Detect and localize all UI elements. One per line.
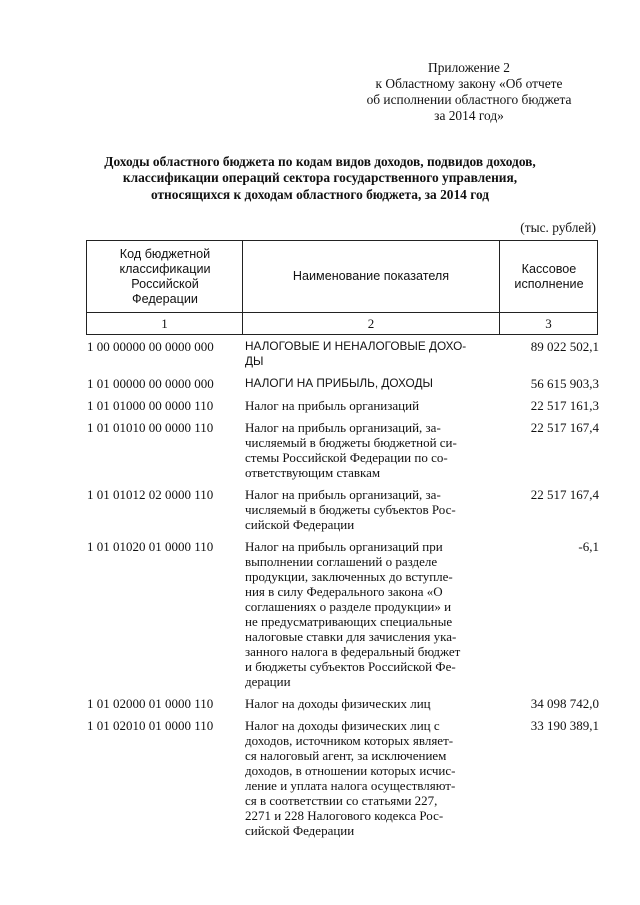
row-name: Налог на прибыль организаций, за- числяемый в бюджеты бюджетной си- стемы Российской Федерации по со- ответствующим ставкам	[245, 420, 457, 480]
table-row	[87, 376, 599, 391]
header-code: Код бюджетной классификации Российской Федерации	[119, 246, 211, 306]
row-name: Налог на прибыль организаций, за- числяемый в бюджеты субъектов Рос- сийской Федерации	[245, 487, 456, 532]
row-code: 1 01 01020 01 0000 110	[87, 539, 214, 554]
row-code: 1 01 01010 00 0000 110	[87, 420, 214, 435]
table-header	[86, 240, 598, 335]
appendix-line-1: Приложение 2	[428, 60, 510, 75]
row-code: 1 01 01000 00 0000 110	[87, 398, 214, 413]
row-name: НАЛОГИ НА ПРИБЫЛЬ, ДОХОДЫ	[245, 376, 433, 390]
row-value: 33 190 389,1	[530, 718, 599, 733]
row-code: 1 00 00000 00 0000 000	[87, 339, 214, 354]
row-name: Налог на прибыль организаций при выполнении соглашений о разделе продукции, заключенных до вступле- ния в силу Федерального закона «О соглашениях о разделе продукции» и не предусматривающих специальные налоговые ставки для зачисления ука- занного налога в федеральный бюджет и бюджеты субъектов Российской Фе- дерации	[245, 539, 461, 689]
row-name: Налог на прибыль организаций	[245, 398, 420, 413]
table-row	[87, 339, 599, 369]
row-value: 56 615 903,3	[530, 376, 599, 391]
appendix-line-2: к Областному закону «Об отчете	[375, 76, 563, 91]
row-code: 1 01 01012 02 0000 110	[87, 487, 214, 502]
header-value: Кассовое исполнение	[514, 261, 584, 291]
row-code: 1 01 00000 00 0000 000	[87, 376, 214, 391]
row-name: Налог на доходы физических лиц с доходов, источником которых являет- ся налоговый агент, за исключением доходов, в отношении которых исчис- ление и уплата налога осуществляют- ся в соответствии со статьями 227, 2271 и 228 Налогового кодекса Рос- сийской Федерации	[245, 718, 456, 838]
column-number-1: 1	[161, 315, 168, 331]
table-body	[87, 339, 599, 845]
table-row	[87, 539, 599, 689]
header-name: Наименование показателя	[292, 269, 450, 283]
document-title: Доходы областного бюджета по кодам видов доходов, подвидов доходов, классификации операций сектора государственного управления, относящихся к доходам областного бюджета, за 2014 год	[104, 154, 536, 202]
appendix-line-3: об исполнении областного бюджета	[366, 92, 572, 107]
row-value: 22 517 161,3	[530, 398, 599, 413]
row-value: 34 098 742,0	[530, 696, 599, 711]
table-row	[87, 398, 599, 413]
table-row	[87, 696, 599, 711]
appendix-line-4: за 2014 год»	[434, 108, 504, 123]
table-row	[87, 718, 599, 838]
row-name: Налог на доходы физических лиц	[245, 696, 431, 711]
table-row	[87, 487, 599, 532]
row-value: -6,1	[578, 539, 599, 554]
row-code: 1 01 02000 01 0000 110	[87, 696, 214, 711]
column-number-3: 3	[545, 315, 552, 331]
row-value: 22 517 167,4	[530, 420, 599, 435]
column-number-2: 2	[367, 315, 375, 331]
row-code: 1 01 02010 01 0000 110	[87, 718, 214, 733]
row-value: 89 022 502,1	[530, 339, 599, 354]
row-value: 22 517 167,4	[530, 487, 599, 502]
row-name: НАЛОГОВЫЕ И НЕНАЛОГОВЫЕ ДОХО- ДЫ	[245, 339, 467, 368]
appendix-header	[340, 60, 598, 124]
table-row	[87, 420, 599, 480]
units-label: (тыс. рублей)	[520, 220, 596, 235]
